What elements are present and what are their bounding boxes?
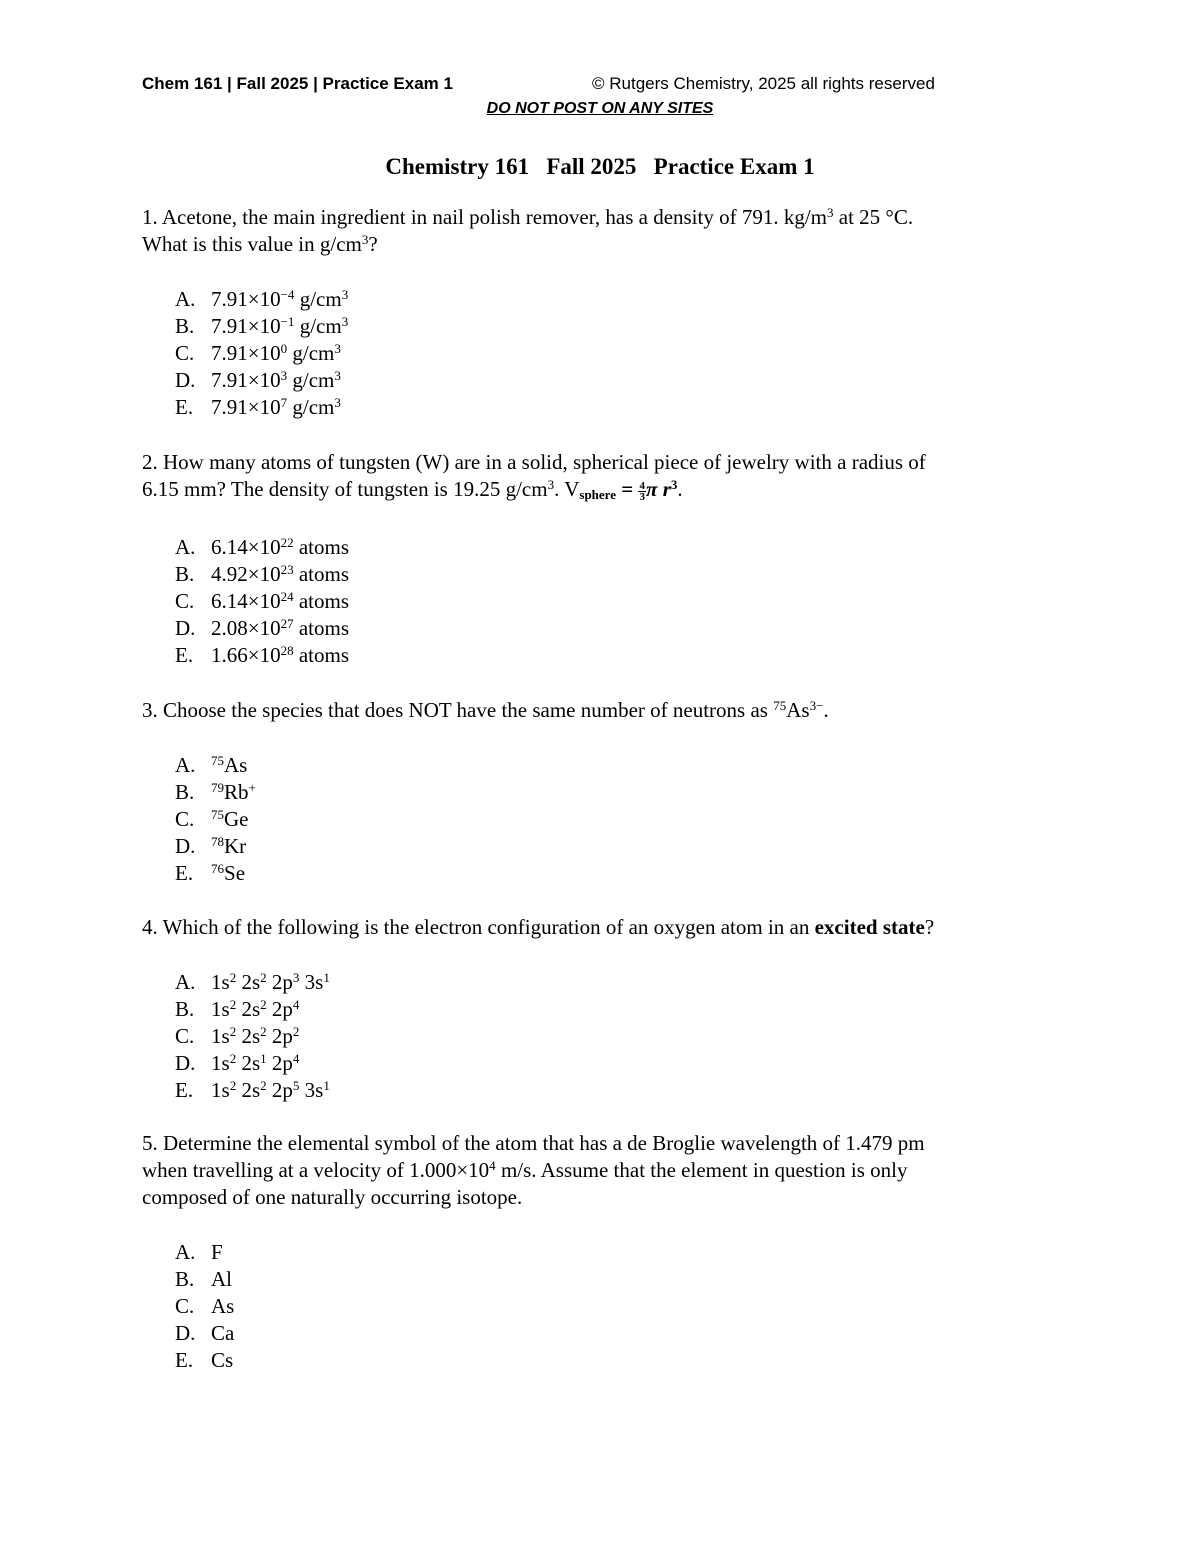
question-1-option[interactable]: C. $7.91\times 10^0$ $g/cm^3$ bbox=[175, 340, 341, 365]
question-4-option[interactable]: B. $1s^2$ $2s^2$ $2p^4$ bbox=[175, 996, 300, 1021]
question-5-option[interactable]: D. Ca bbox=[175, 1321, 235, 1345]
sphere-volume-fraction: $\frac{4}{3}$ bbox=[639, 479, 645, 503]
question-2-line-2: 6.15 mm? The density of tungsten is 19.25 $g/cm^3$. $V_{sphere}$ = $\frac{4}{3}$ π $r^3$. bbox=[142, 476, 683, 503]
question-2-option[interactable]: C. $6.14\times 10^{24}$ atoms bbox=[175, 588, 350, 613]
question-3-stem: 3. Choose the species that does NOT have the same number of neutrons as $^{75}As^{3-}$. bbox=[142, 697, 829, 722]
question-1-options bbox=[175, 286, 348, 421]
question-5-option[interactable]: A. F bbox=[175, 1240, 223, 1264]
question-2-option[interactable]: D. $2.08\times 10^{27}$ atoms bbox=[175, 615, 350, 640]
question-3-option[interactable]: B. $^{79}$Rb+ bbox=[175, 779, 256, 804]
question-2-option[interactable]: A. $6.14\times 10^{22}$ atoms bbox=[175, 534, 350, 559]
question-2-line-1: 2. How many atoms of tungsten (W) are in a solid, spherical piece of jewelry with a radius of bbox=[142, 450, 926, 474]
question-5-option[interactable]: B. Al bbox=[175, 1267, 232, 1291]
question-5-line-3: composed of one naturally occurring isotope. bbox=[142, 1185, 523, 1209]
question-5-line-1: 5. Determine the elemental symbol of the atom that has a de Broglie wavelength of 1.479 pm bbox=[142, 1131, 925, 1155]
question-1-option[interactable]: A. $7.91\times 10^{-4}$ $g/cm^3$ bbox=[175, 286, 349, 311]
question-1-option[interactable]: E. $7.91\times 10^7$ $g/cm^3$ bbox=[175, 394, 341, 419]
question-4-option[interactable]: E. $1s^2$ $2s^2$ $2p^5$ $3s^1$ bbox=[175, 1077, 330, 1102]
question-2-options bbox=[175, 534, 349, 669]
question-1-line-2: What is this value in $g/cm^3$? bbox=[142, 231, 378, 256]
question-4-option[interactable]: D. $1s^2$ $2s^1$ $2p^4$ bbox=[175, 1050, 300, 1075]
question-1-line-1: 1. Acetone, the main ingredient in nail polish remover, has a density of 791. $kg/m^3$ at 25 °C. bbox=[142, 204, 914, 229]
question-1-stem bbox=[142, 204, 1102, 258]
question-5-option[interactable]: C. As bbox=[175, 1294, 235, 1318]
question-2-option[interactable]: B. $4.92\times 10^{23}$ atoms bbox=[175, 561, 350, 586]
question-3-option[interactable]: D. $^{78}$Kr bbox=[175, 833, 247, 858]
question-5-option[interactable]: E. Cs bbox=[175, 1348, 234, 1372]
question-4-options bbox=[175, 969, 330, 1104]
header-course-info: Chem 161 | Fall 2025 | Practice Exam 1 bbox=[142, 74, 453, 93]
header-copyright: © Rutgers Chemistry, 2025 all rights reserved bbox=[592, 74, 935, 93]
exam-title: Chemistry 161 Fall 2025 Practice Exam 1 bbox=[385, 154, 815, 179]
question-5-stem bbox=[142, 1130, 1102, 1211]
question-5-options bbox=[175, 1239, 234, 1374]
question-3-options bbox=[175, 752, 256, 887]
question-1-option[interactable]: D. $7.91\times 10^3$ $g/cm^3$ bbox=[175, 367, 341, 392]
question-1-option[interactable]: B. $7.91\times 10^{-1}$ $g/cm^3$ bbox=[175, 313, 349, 338]
question-3-option[interactable]: C. $^{75}$Ge bbox=[175, 806, 249, 831]
question-2-option[interactable]: E. $1.66\times 10^{28}$ atoms bbox=[175, 642, 350, 667]
question-3-option[interactable]: A. $^{75}$As bbox=[175, 752, 248, 777]
header-warning: DO NOT POST ON ANY SITES bbox=[486, 100, 714, 117]
question-5-line-2: when travelling at a velocity of $1.000\times 10^4$ m/s. Assume that the element in question is only bbox=[142, 1157, 908, 1182]
question-4-stem: 4. Which of the following is the electron configuration of an oxygen atom in an excited state? bbox=[142, 915, 935, 939]
question-4-option[interactable]: C. $1s^2$ $2s^2$ $2p^2$ bbox=[175, 1023, 300, 1048]
question-3-option[interactable]: E. $^{76}$Se bbox=[175, 860, 246, 885]
question-2-stem bbox=[142, 449, 1102, 503]
question-4-option[interactable]: A. $1s^2$ $2s^2$ $2p^3$ $3s^1$ bbox=[175, 969, 330, 994]
